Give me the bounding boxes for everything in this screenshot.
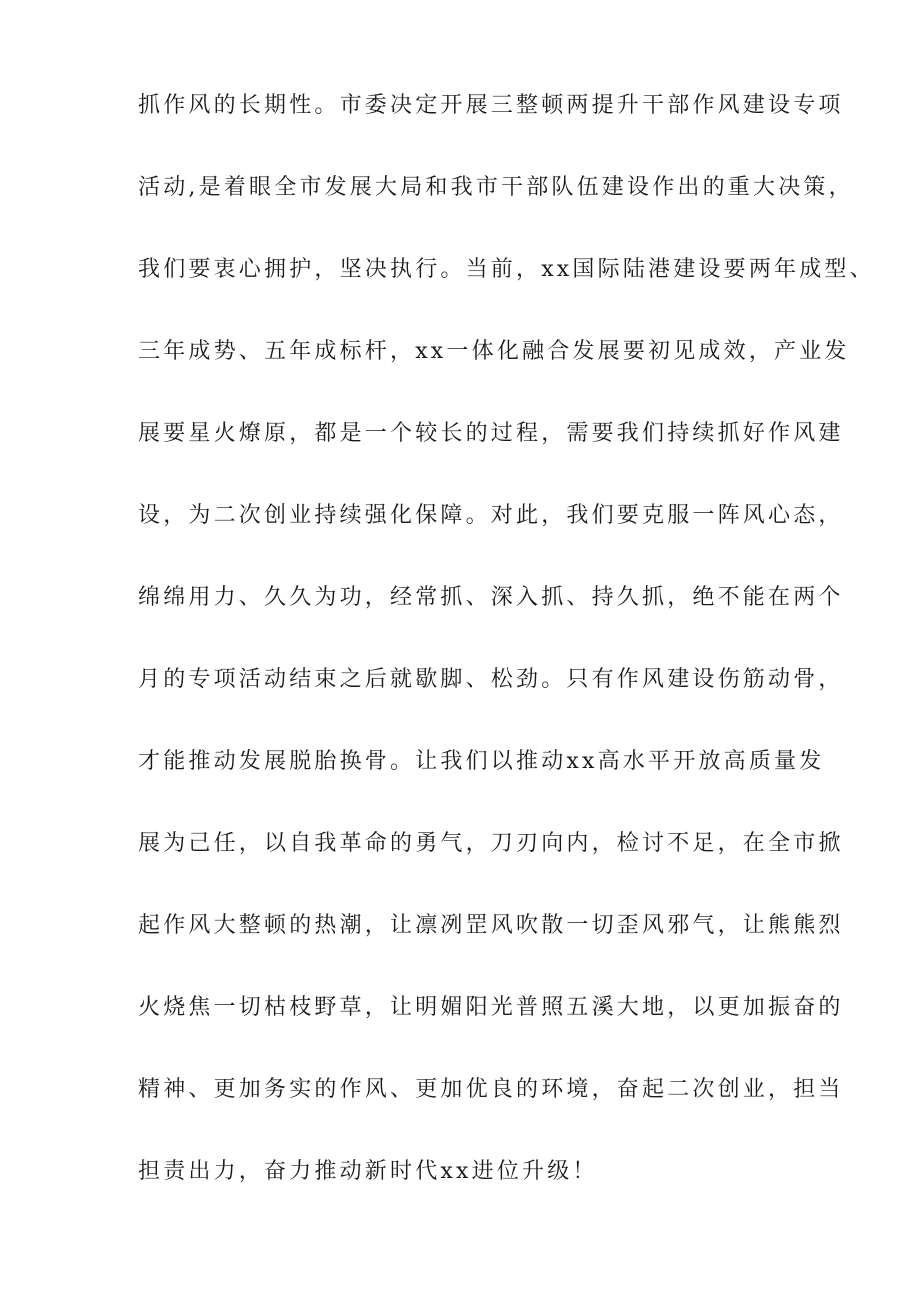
text-line-4: 三年成势、五年成标杆，xx一体化融合发展要初见成效，产业发	[138, 339, 850, 364]
text-line-8: 月的专项活动结束之后就歇脚、松劲。只有作风建设伤筋动骨，	[138, 667, 844, 692]
text-line-9: 才能推动发展脱胎换骨。让我们以推动xx高水平开放高质量发	[138, 749, 825, 774]
text-line-5: 展要星火燎原，都是一个较长的过程，需要我们持续抓好作风建	[138, 421, 844, 446]
text-line-12: 火烧焦一切枯枝野草，让明媚阳光普照五溪大地，以更加振奋的	[138, 995, 844, 1020]
text-line-1: 抓作风的长期性。市委决定开展三整顿两提升干部作风建设专项	[138, 93, 844, 118]
text-line-13: 精神、更加务实的作风、更加优良的环境，奋起二次创业，担当	[138, 1077, 844, 1102]
text-line-3: 我们要衷心拥护，坚决执行。当前，xx国际陆港建设要两年成型、	[138, 257, 875, 282]
body-text	[138, 84, 875, 1232]
text-line-6: 设，为二次创业持续强化保障。对此，我们要克服一阵风心态，	[138, 503, 844, 528]
text-line-10: 展为己任，以自我革命的勇气，刀刃向内，检讨不足，在全市掀	[138, 831, 844, 856]
text-line-14: 担责出力，奋力推动新时代xx进位升级！	[138, 1159, 598, 1184]
text-line-7: 绵绵用力、久久为功，经常抓、深入抓、持久抓，绝不能在两个	[138, 585, 844, 610]
text-line-2: 活动,是着眼全市发展大局和我市干部队伍建设作出的重大决策，	[138, 175, 854, 200]
text-line-11: 起作风大整顿的热潮，让凛冽罡风吹散一切歪风邪气，让熊熊烈	[138, 913, 844, 938]
